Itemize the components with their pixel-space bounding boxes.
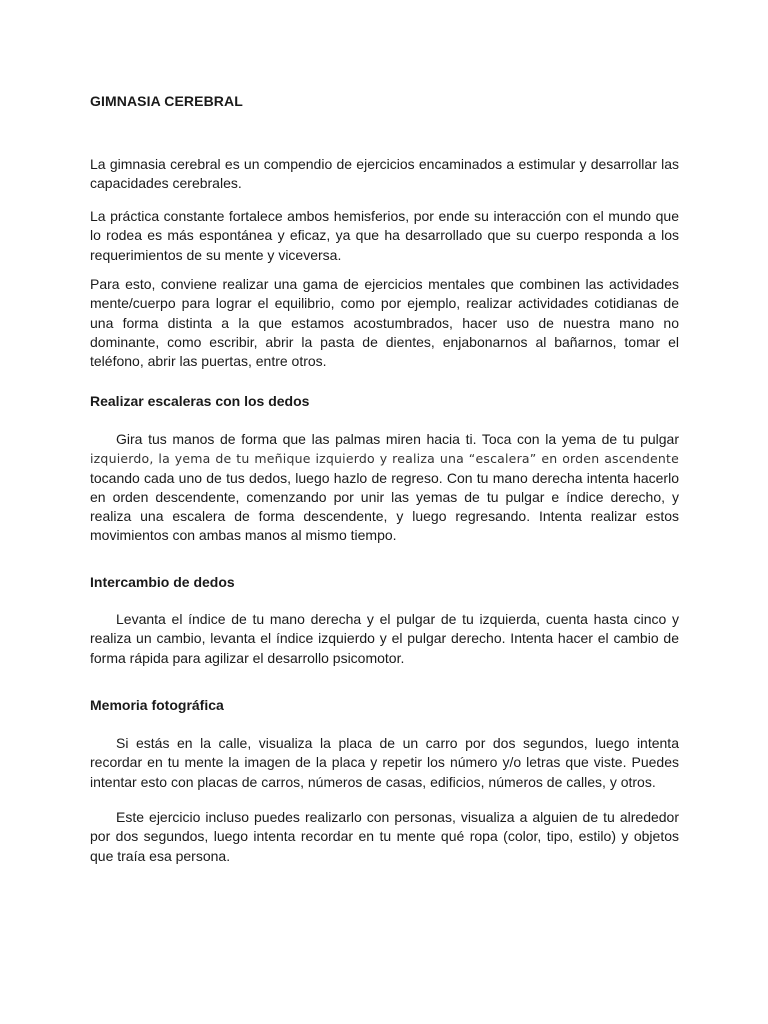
section-paragraph-memoria-1: Si estás en la calle, visualiza la placa de un carro por dos segundos, luego intenta recordar en tu mente la imagen de la placa y repetir los número y/o letras que viste. Puedes intentar esto con placas de carros, números de casas, edificios, números de calles, y otros. bbox=[90, 735, 679, 790]
intro-paragraph-1: La gimnasia cerebral es un compendio de ejercicios encaminados a estimular y desarrollar las capacidades cerebrales. bbox=[90, 156, 679, 192]
section-paragraph-memoria-2: Este ejercicio incluso puedes realizarlo con personas, visualiza a alguien de tu alrededor por dos segundos, luego intenta recordar en tu mente qué ropa (color, tipo, estilo) y objetos que traía esa persona. bbox=[90, 809, 679, 864]
paragraph-text-part-alt-font: izquierdo, la yema de tu meñique izquierdo y realiza una “escalera” en orden ascendente bbox=[90, 451, 679, 467]
intro-paragraph-2: La práctica constante fortalece ambos hemisferios, por ende su interacción con el mundo que lo rodea es más espontánea y eficaz, ya que ha desarrollado que su cuerpo responda a los requerimientos de su mente y viceversa. bbox=[90, 208, 679, 263]
paragraph-text-part: Gira tus manos de forma que las palmas miren hacia ti. Toca con la yema de tu pulgar bbox=[116, 431, 679, 447]
document-title: GIMNASIA CEREBRAL bbox=[90, 93, 243, 109]
section-paragraph-escaleras bbox=[90, 430, 679, 546]
section-paragraph-intercambio: Levanta el índice de tu mano derecha y el pulgar de tu izquierda, cuenta hasta cinco y realiza un cambio, levanta el índice izquierdo y el pulgar derecho. Intenta hacer el cambio de forma rápida para agilizar el desarrollo psicomotor. bbox=[90, 611, 679, 666]
section-heading-escaleras: Realizar escaleras con los dedos bbox=[90, 393, 310, 409]
section-heading-memoria: Memoria fotográfica bbox=[90, 697, 224, 713]
intro-paragraph-3: Para esto, conviene realizar una gama de ejercicios mentales que combinen las actividades mente/cuerpo para lograr el equilibrio, como por ejemplo, realizar actividades cotidianas de una forma distinta a la que estamos acostumbrados, hacer uso de nuestra mano no dominante, como escribir, abrir la pasta de dientes, enjabonarnos al bañarnos, tomar el teléfono, abrir las puertas, entre otros. bbox=[90, 276, 679, 370]
section-heading-intercambio: Intercambio de dedos bbox=[90, 574, 235, 590]
paragraph-text-part: tocando cada uno de tus dedos, luego hazlo de regreso. Con tu mano derecha intenta hacerlo en orden descendente, comenzando por unir las yemas de tu pulgar e índice derecho, y realiza una escalera de forma descendente, y luego regresando. Intenta realizar estos movimientos con ambas manos al mismo tiempo. bbox=[90, 469, 679, 544]
